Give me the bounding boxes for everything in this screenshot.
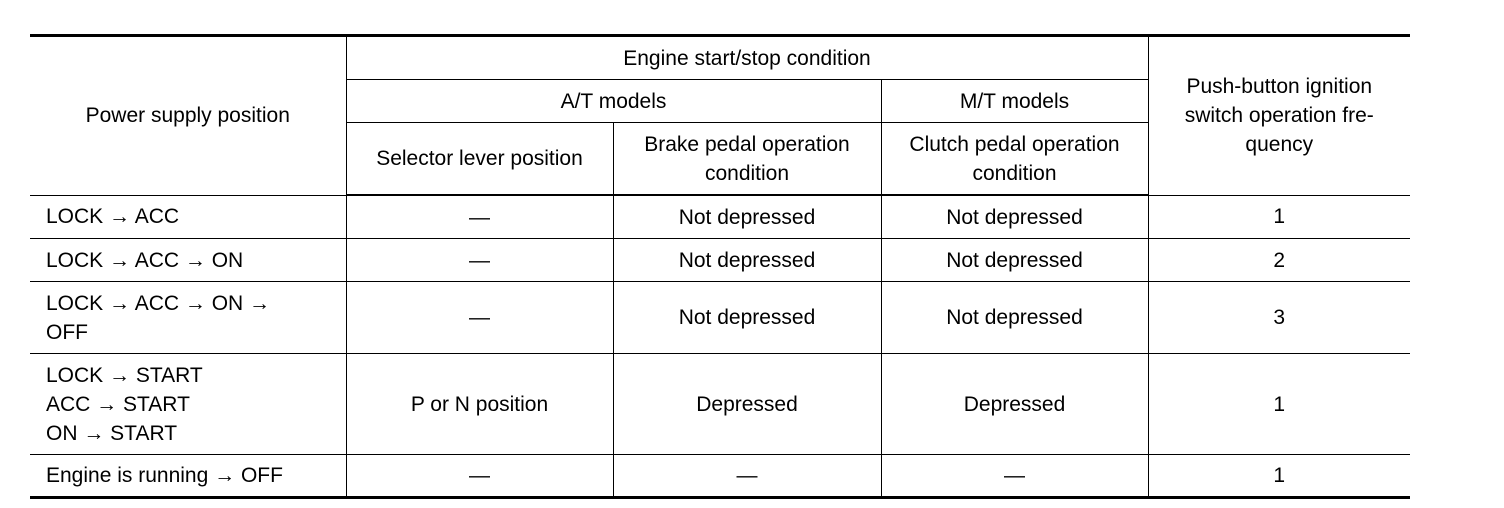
cell-power-supply [30,195,346,239]
header-clutch-pedal-line: Clutch pedal operation [909,132,1120,156]
header-clutch-pedal [881,123,1148,196]
header-frequency-line: switch operation fre- [1184,104,1374,128]
cell-power-supply [30,239,346,282]
header-mt-models: M/T models [881,80,1148,123]
header-frequency [1148,36,1410,196]
header-frequency-line: Push-button ignition [1186,75,1373,99]
power-supply-line: LOCK → ACC → ON → [46,291,271,315]
header-selector-lever: Selector lever position [346,123,613,196]
power-supply-line: LOCK → START [46,363,203,387]
header-brake-pedal [613,123,881,196]
table-row [30,195,1410,239]
cell-frequency: 1 [1148,354,1410,455]
header-engine-condition: Engine start/stop condition [346,36,1148,80]
table-row [30,455,1410,498]
header-clutch-pedal-line: condition [972,161,1057,185]
power-supply-line: OFF [46,320,88,344]
cell-clutch-pedal: Not depressed [881,195,1148,239]
power-supply-line: ACC → START [46,392,190,416]
cell-brake-pedal: Not depressed [613,282,881,354]
cell-clutch-pedal: Not depressed [881,282,1148,354]
cell-frequency: 1 [1148,455,1410,498]
cell-brake-pedal: — [613,455,881,498]
engine-start-stop-table [30,34,1410,499]
header-brake-pedal-line: condition [704,161,790,185]
cell-power-supply [30,455,346,498]
cell-power-supply [30,354,346,455]
cell-selector-lever: — [346,282,613,354]
cell-clutch-pedal: Not depressed [881,239,1148,282]
cell-brake-pedal: Depressed [613,354,881,455]
cell-selector-lever: — [346,455,613,498]
cell-selector-lever: — [346,239,613,282]
header-frequency-line: quency [1245,133,1314,157]
power-supply-line: LOCK → ACC [46,205,180,229]
header-at-models: A/T models [346,80,881,123]
header-brake-pedal-line: Brake pedal operation [644,132,850,156]
cell-clutch-pedal: Depressed [881,354,1148,455]
table-row [30,282,1410,354]
power-supply-line: LOCK → ACC → ON [46,248,244,272]
cell-frequency: 1 [1148,195,1410,239]
cell-brake-pedal: Not depressed [613,195,881,239]
power-supply-line: Engine is running → OFF [46,464,283,487]
cell-selector-lever: — [346,195,613,239]
cell-selector-lever: P or N position [346,354,613,455]
cell-brake-pedal: Not depressed [613,239,881,282]
cell-power-supply [30,282,346,354]
table-row [30,239,1410,282]
power-supply-line: ON → START [46,421,178,445]
cell-frequency: 2 [1148,239,1410,282]
table-row [30,354,1410,455]
cell-clutch-pedal: — [881,455,1148,498]
cell-frequency: 3 [1148,282,1410,354]
header-power-supply-position: Power supply position [30,36,346,196]
